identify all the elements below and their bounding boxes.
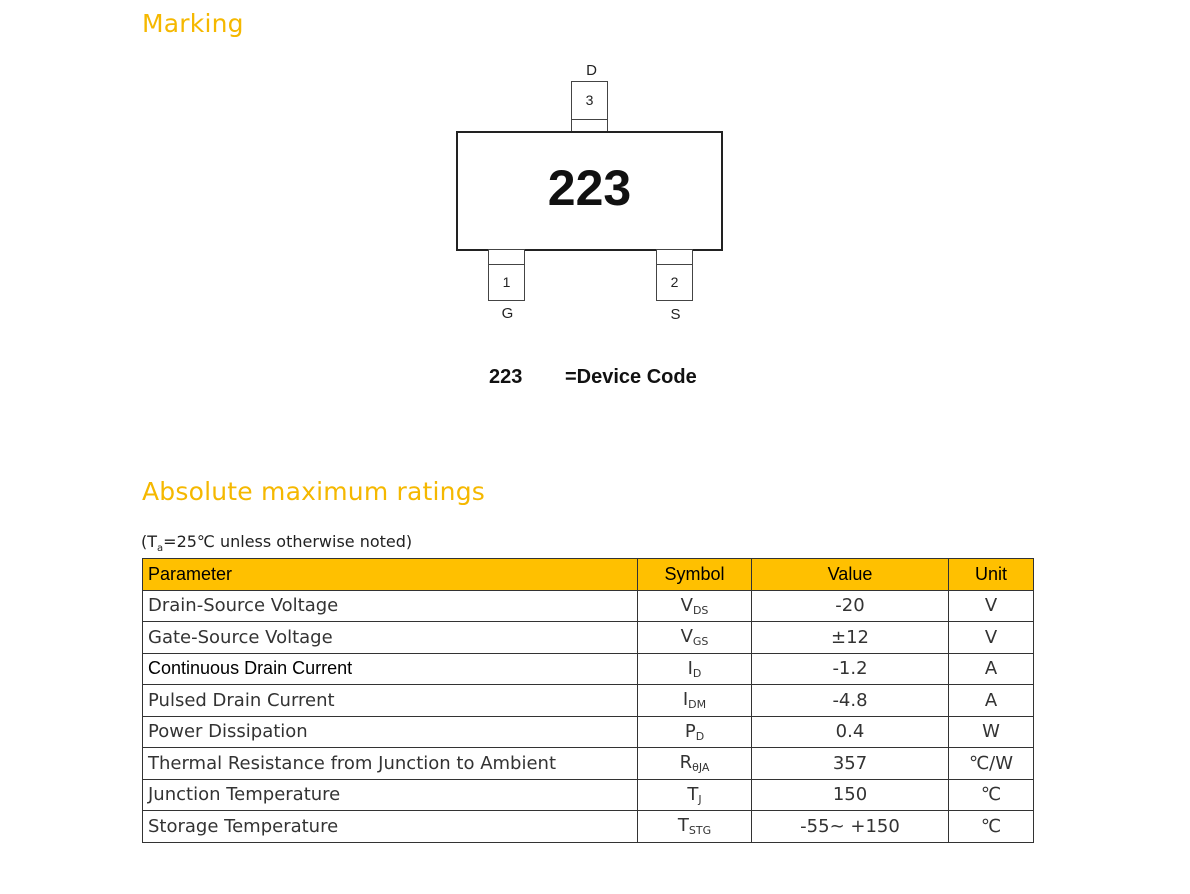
table-row bbox=[143, 685, 1034, 717]
symbol-main: I bbox=[687, 657, 693, 679]
symbol-sub: J bbox=[698, 792, 702, 806]
row-parameter: Thermal Resistance from Junction to Ambient bbox=[143, 748, 638, 780]
symbol-main: V bbox=[680, 594, 693, 616]
pin-divider bbox=[489, 264, 524, 265]
row-symbol bbox=[638, 716, 752, 748]
pin-3-drain bbox=[571, 81, 608, 132]
symbol-main: P bbox=[684, 720, 696, 742]
row-unit: W bbox=[949, 716, 1034, 748]
row-symbol bbox=[638, 685, 752, 717]
row-symbol bbox=[638, 811, 752, 843]
table-header-row bbox=[143, 559, 1034, 591]
row-value: 357 bbox=[752, 748, 949, 780]
row-unit: A bbox=[949, 653, 1034, 685]
symbol-main: V bbox=[680, 626, 693, 648]
symbol-main: R bbox=[679, 752, 693, 774]
device-marking-code: 223 bbox=[547, 160, 632, 216]
row-value: 150 bbox=[752, 779, 949, 811]
symbol-sub: DS bbox=[692, 603, 709, 617]
symbol-sub: D bbox=[695, 729, 705, 743]
row-value: 0.4 bbox=[752, 716, 949, 748]
row-value: -4.8 bbox=[752, 685, 949, 717]
row-value: ±12 bbox=[752, 622, 949, 654]
row-value: -1.2 bbox=[752, 653, 949, 685]
conditions-note bbox=[141, 532, 412, 554]
symbol-sub: θJA bbox=[692, 761, 710, 775]
row-parameter: Pulsed Drain Current bbox=[143, 685, 638, 717]
symbol-sub: DM bbox=[688, 698, 707, 712]
legend-text: =Device Code bbox=[565, 366, 697, 388]
note-sub: a bbox=[157, 543, 164, 555]
pin-drain-label: D bbox=[586, 62, 597, 79]
symbol-sub: STG bbox=[688, 824, 712, 838]
table-row bbox=[143, 811, 1034, 843]
row-unit: V bbox=[949, 622, 1034, 654]
table-row bbox=[143, 716, 1034, 748]
symbol-main: T bbox=[677, 815, 689, 837]
package-body bbox=[456, 131, 723, 251]
pin-number: 1 bbox=[502, 274, 511, 290]
row-parameter: Drain-Source Voltage bbox=[143, 590, 638, 622]
row-unit: V bbox=[949, 590, 1034, 622]
row-parameter: Power Dissipation bbox=[143, 716, 638, 748]
row-symbol bbox=[638, 590, 752, 622]
row-symbol bbox=[638, 779, 752, 811]
pin-2-source bbox=[656, 249, 693, 301]
table-row bbox=[143, 590, 1034, 622]
symbol-main: T bbox=[687, 783, 699, 805]
pin-gate-label: G bbox=[501, 305, 514, 322]
row-parameter: Storage Temperature bbox=[143, 811, 638, 843]
table-row bbox=[143, 748, 1034, 780]
table-row bbox=[143, 653, 1034, 685]
marking-section-title: Marking bbox=[142, 9, 244, 38]
note-prefix: (T bbox=[141, 532, 158, 551]
row-parameter: Gate-Source Voltage bbox=[143, 622, 638, 654]
pin-divider bbox=[572, 119, 607, 120]
legend-code: 223 bbox=[489, 366, 523, 388]
note-suffix: =25℃ unless otherwise noted) bbox=[163, 532, 413, 551]
row-symbol bbox=[638, 653, 752, 685]
row-unit: ℃ bbox=[949, 779, 1034, 811]
table-row bbox=[143, 779, 1034, 811]
symbol-main: I bbox=[682, 689, 689, 711]
row-symbol bbox=[638, 622, 752, 654]
row-unit: ℃/W bbox=[949, 748, 1034, 780]
header-symbol: Symbol bbox=[638, 559, 752, 591]
header-unit: Unit bbox=[949, 559, 1034, 591]
pin-number: 2 bbox=[670, 274, 679, 290]
row-parameter: Junction Temperature bbox=[143, 779, 638, 811]
row-value: -20 bbox=[752, 590, 949, 622]
pin-number: 3 bbox=[585, 92, 594, 108]
pin-source-label: S bbox=[670, 306, 681, 323]
symbol-sub: D bbox=[692, 666, 702, 680]
row-unit: A bbox=[949, 685, 1034, 717]
header-parameter: Parameter bbox=[143, 559, 638, 591]
row-unit: ℃ bbox=[949, 811, 1034, 843]
row-symbol bbox=[638, 748, 752, 780]
table-row bbox=[143, 622, 1034, 654]
symbol-sub: GS bbox=[692, 635, 709, 649]
pin-divider bbox=[657, 264, 692, 265]
ratings-table bbox=[142, 558, 1034, 843]
row-parameter: Continuous Drain Current bbox=[143, 653, 638, 685]
header-value: Value bbox=[752, 559, 949, 591]
marking-legend bbox=[489, 366, 697, 389]
pin-1-gate bbox=[488, 249, 525, 301]
ratings-section-title: Absolute maximum ratings bbox=[142, 477, 486, 506]
row-value: -55~ +150 bbox=[752, 811, 949, 843]
